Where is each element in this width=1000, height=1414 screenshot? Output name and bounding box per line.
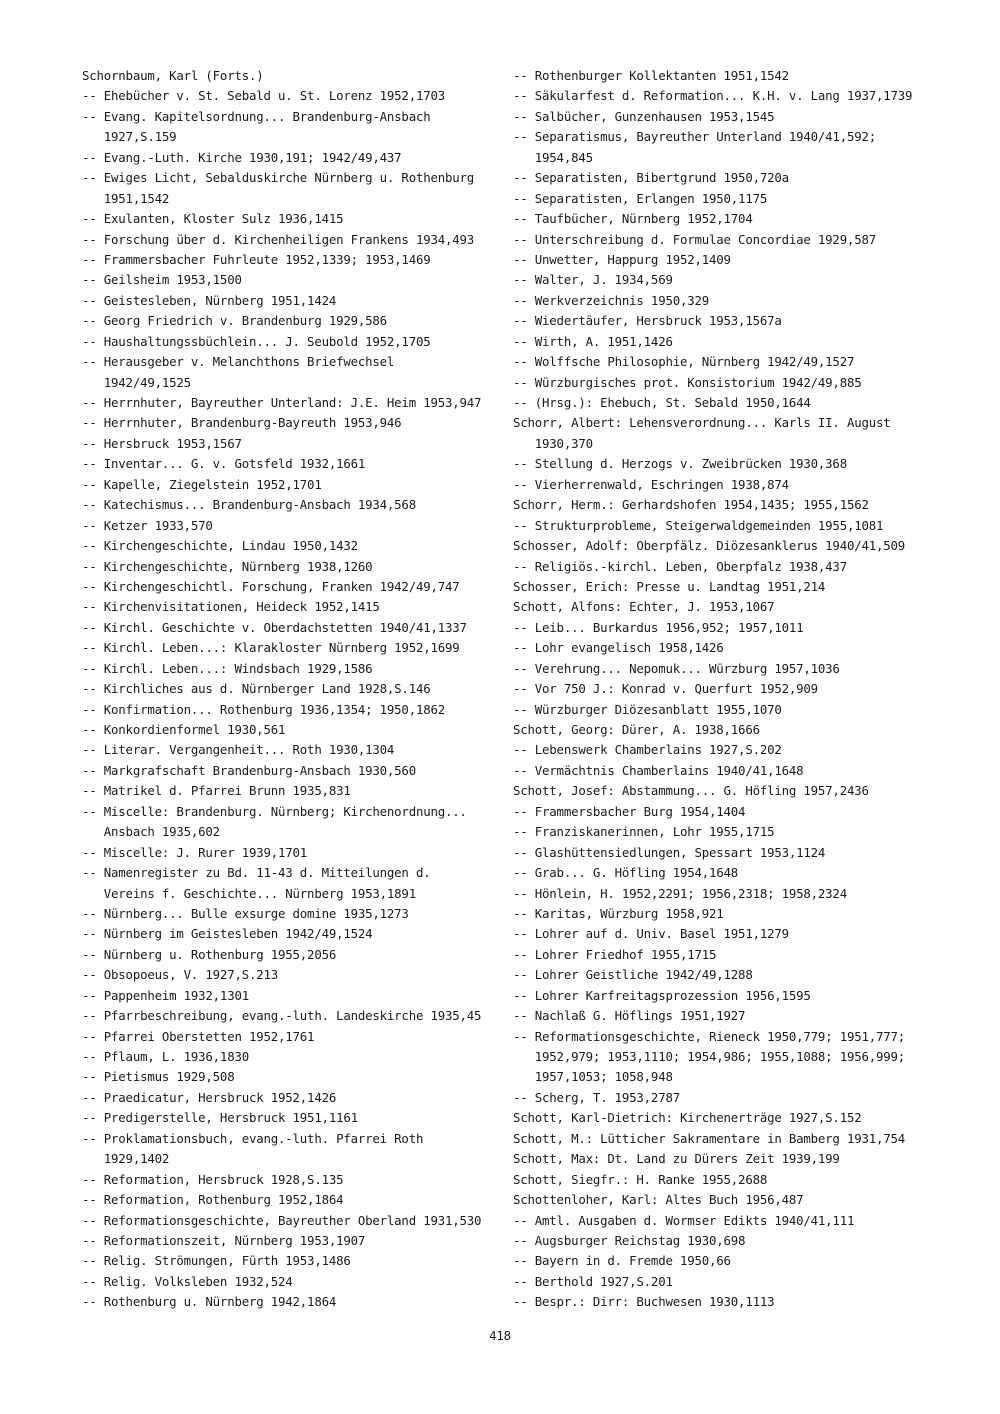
index-entry: -- Pflaum, L. 1936,1830: [82, 1049, 249, 1064]
index-entry: -- Würzburger Diözesanblatt 1955,1070: [513, 701, 782, 717]
index-entry: Schott, Siegfr.: H. Ranke 1955,2688: [513, 1171, 768, 1187]
index-entry: -- Leib... Burkardus 1956,952; 1957,1011: [513, 619, 804, 635]
index-entry: -- Religiös.-kirchl. Leben, Oberpfalz 1938,437: [513, 558, 847, 574]
index-entry: 1951,1542: [82, 190, 170, 206]
index-entry: -- Amtl. Ausgaben d. Wormser Edikts 1940/41,111: [513, 1212, 855, 1228]
index-entry: -- Markgrafschaft Brandenburg-Ansbach 1930,560: [82, 762, 416, 778]
index-entry: -- Matrikel d. Pfarrei Brunn 1935,831: [82, 783, 351, 799]
index-entry: Schosser, Adolf: Oberpfälz. Diözesanklerus 1940/41,509: [513, 538, 906, 554]
index-entry: -- Karitas, Würzburg 1958,921: [513, 905, 724, 921]
index-entry: Schottenloher, Karl: Altes Buch 1956,487: [513, 1192, 804, 1208]
index-entry: Schott, Max: Dt. Land zu Dürers Zeit 1939,199: [513, 1151, 840, 1167]
index-entry: -- Separatisten, Erlangen 1950,1175: [513, 190, 768, 206]
index-entry: -- Reformationsgeschichte, Bayreuther Oberland 1931,530: [82, 1212, 482, 1228]
index-entry: -- Herausgeber v. Melanchthons Briefwechsel: [82, 354, 395, 370]
index-entry: -- Stellung d. Herzogs v. Zweibrücken 1930,368: [513, 456, 847, 472]
index-entry: -- Ewiges Licht, Sebalduskirche Nürnberg u. Rothenburg: [82, 170, 475, 186]
index-entry: -- Geilsheim 1953,1500: [82, 272, 242, 288]
index-entry: -- Salbücher, Gunzenhausen 1953,1545: [513, 108, 775, 124]
index-entry: 1929,1402: [82, 1151, 170, 1167]
index-entry: -- Hersbruck 1953,1567: [82, 435, 242, 451]
left-column: [82, 66, 494, 1313]
index-entry: -- Unwetter, Happurg 1952,1409: [513, 251, 731, 267]
index-entry: -- Pietismus 1929,508: [82, 1069, 235, 1085]
index-entry: 1930,370: [513, 435, 593, 451]
index-entry: -- Separatisten, Bibertgrund 1950,720a: [513, 170, 789, 186]
index-entry: -- Reformation, Rothenburg 1952,1864: [82, 1192, 344, 1208]
index-entry: -- Grab... G. Höfling 1954,1648: [513, 865, 739, 881]
index-entry: Ansbach 1935,602: [82, 824, 220, 840]
index-entry: Schott, Alfons: Echter, J. 1953,1067: [513, 599, 775, 615]
index-entry: -- Unterschreibung d. Formulae Concordiae 1929,587: [513, 231, 876, 247]
index-entry: -- Herrnhuter, Bayreuther Unterland: J.E. Heim 1953,947: [82, 395, 482, 410]
index-entry: -- Nürnberg... Bulle exsurge domine 1935,1273: [82, 905, 409, 921]
index-entry: 1952,979; 1953,1110; 1954,986; 1955,1088; 1956,999;: [513, 1049, 906, 1064]
index-entry: -- Obsopoeus, V. 1927,S.213: [82, 967, 279, 983]
index-entry: Schott, M.: Lütticher Sakramentare in Bamberg 1931,754: [513, 1130, 906, 1146]
index-entry: Vereins f. Geschichte... Nürnberg 1953,1891: [82, 885, 416, 901]
index-entry: -- Kirchl. Leben...: Klarakloster Nürnberg 1952,1699: [82, 640, 460, 656]
index-entry: -- Proklamationsbuch, evang.-luth. Pfarrei Roth: [82, 1130, 424, 1146]
index-entry: -- Reformationszeit, Nürnberg 1953,1907: [82, 1232, 366, 1248]
index-entry: -- Bayern in d. Fremde 1950,66: [513, 1253, 731, 1269]
index-entry: -- Vierherrenwald, Eschringen 1938,874: [513, 476, 789, 492]
index-entry: -- Kirchengeschichte, Lindau 1950,1432: [82, 538, 358, 554]
index-entry: -- Reformationsgeschichte, Rieneck 1950,779; 1951,777;: [513, 1028, 906, 1044]
index-entry: -- Namenregister zu Bd. 11-43 d. Mitteilungen d.: [82, 865, 431, 881]
index-entry: -- Herrnhuter, Brandenburg-Bayreuth 1953,946: [82, 415, 402, 431]
index-entry: -- Haushaltungssbüchlein... J. Seubold 1952,1705: [82, 333, 431, 349]
index-entry: -- Konfirmation... Rothenburg 1936,1354; 1950,1862: [82, 701, 445, 717]
index-entry: -- Werkverzeichnis 1950,329: [513, 292, 710, 308]
index-entry: 1957,1053; 1058,948: [513, 1069, 673, 1085]
index-entry: Schosser, Erich: Presse u. Landtag 1951,214: [513, 578, 826, 594]
index-entry: -- Lohrer auf d. Univ. Basel 1951,1279: [513, 926, 789, 942]
index-entry: -- Hönlein, H. 1952,2291; 1956,2318; 1958,2324: [513, 885, 847, 901]
index-entry: Schorr, Herm.: Gerhardshofen 1954,1435; 1955,1562: [513, 497, 869, 513]
index-entry: -- Katechismus... Brandenburg-Ansbach 1934,568: [82, 497, 416, 513]
index-entry: 1942/49,1525: [82, 374, 191, 390]
index-entry: Schornbaum, Karl (Forts.): [82, 68, 264, 83]
index-entry: Schott, Georg: Dürer, A. 1938,1666: [513, 722, 760, 737]
index-entry: -- Reformation, Hersbruck 1928,S.135: [82, 1171, 344, 1187]
index-entry: -- Würzburgisches prot. Konsistorium 1942/49,885: [513, 374, 862, 390]
index-entry: -- Nachlaß G. Höflings 1951,1927: [513, 1008, 746, 1024]
index-entry: -- Relig. Volksleben 1932,524: [82, 1273, 293, 1289]
right-column: [513, 66, 925, 1313]
index-entry: -- Pfarrei Oberstetten 1952,1761: [82, 1028, 315, 1044]
index-entry: -- Vor 750 J.: Konrad v. Querfurt 1952,909: [513, 681, 818, 697]
index-entry: Schott, Karl-Dietrich: Kirchenerträge 1927,S.152: [513, 1110, 862, 1126]
index-entry: -- Lebenswerk Chamberlains 1927,S.202: [513, 742, 782, 758]
index-entry: -- Kirchl. Geschichte v. Oberdachstetten 1940/41,1337: [82, 619, 467, 635]
index-entry: -- Frammersbacher Burg 1954,1404: [513, 803, 746, 819]
index-entry: -- Kapelle, Ziegelstein 1952,1701: [82, 476, 322, 492]
index-entry: -- Glashüttensiedlungen, Spessart 1953,1124: [513, 844, 826, 860]
index-entry: -- Walter, J. 1934,569: [513, 272, 673, 288]
index-entry: -- Lohrer Karfreitagsprozession 1956,1595: [513, 987, 811, 1003]
index-entry: -- Frammersbacher Fuhrleute 1952,1339; 1953,1469: [82, 251, 431, 267]
index-entry: -- Kirchenvisitationen, Heideck 1952,1415: [82, 599, 380, 615]
index-entry: -- Wolffsche Philosophie, Nürnberg 1942/49,1527: [513, 354, 855, 370]
index-entry: -- Evang. Kapitelsordnung... Brandenburg-Ansbach: [82, 108, 431, 124]
index-entry: -- Geistesleben, Nürnberg 1951,1424: [82, 292, 337, 308]
index-entry: -- Wirth, A. 1951,1426: [513, 333, 673, 349]
index-entry: -- Exulanten, Kloster Sulz 1936,1415: [82, 211, 344, 227]
index-entry: -- Pappenheim 1932,1301: [82, 987, 249, 1003]
index-entry: -- Kirchliches aus d. Nürnberger Land 1928,S.146: [82, 681, 431, 697]
index-entry: -- Kirchengeschichtl. Forschung, Franken 1942/49,747: [82, 578, 460, 594]
index-entry: -- (Hrsg.): Ehebuch, St. Sebald 1950,1644: [513, 395, 811, 410]
index-entry: -- Predigerstelle, Hersbruck 1951,1161: [82, 1110, 358, 1126]
index-entry: -- Rothenburger Kollektanten 1951,1542: [513, 68, 789, 83]
index-entry: -- Berthold 1927,S.201: [513, 1273, 673, 1289]
index-entry: -- Pfarrbeschreibung, evang.-luth. Landeskirche 1935,45: [82, 1008, 482, 1024]
index-entry: -- Vermächtnis Chamberlains 1940/41,1648: [513, 762, 804, 778]
index-entry: -- Separatismus, Bayreuther Unterland 1940/41,592;: [513, 129, 876, 145]
index-entry: -- Lohrer Geistliche 1942/49,1288: [513, 967, 753, 983]
index-entry: -- Wiedertäufer, Hersbruck 1953,1567a: [513, 313, 782, 329]
index-entry: -- Literar. Vergangenheit... Roth 1930,1304: [82, 742, 395, 758]
index-entry: -- Lohr evangelisch 1958,1426: [513, 640, 724, 656]
index-entry: 1954,845: [513, 149, 593, 165]
index-entry: -- Nürnberg u. Rothenburg 1955,2056: [82, 946, 337, 962]
index-entry: -- Franziskanerinnen, Lohr 1955,1715: [513, 824, 775, 840]
index-entry: -- Relig. Strömungen, Fürth 1953,1486: [82, 1253, 351, 1269]
index-entry: -- Rothenburg u. Nürnberg 1942,1864: [82, 1294, 337, 1310]
index-entry: -- Lohrer Friedhof 1955,1715: [513, 946, 717, 962]
index-entry: -- Strukturprobleme, Steigerwaldgemeinden 1955,1081: [513, 517, 884, 533]
index-entry: -- Georg Friedrich v. Brandenburg 1929,586: [82, 313, 387, 329]
index-entry: -- Miscelle: J. Rurer 1939,1701: [82, 844, 308, 860]
index-entry: -- Kirchl. Leben...: Windsbach 1929,1586: [82, 660, 373, 676]
index-entry: -- Taufbücher, Nürnberg 1952,1704: [513, 211, 753, 227]
index-entry: Schott, Josef: Abstammung... G. Höfling 1957,2436: [513, 783, 869, 799]
index-entry: Schorr, Albert: Lehensverordnung... Karls II. August: [513, 415, 891, 431]
index-entry: -- Scherg, T. 1953,2787: [513, 1089, 680, 1105]
index-entry: -- Praedicatur, Hersbruck 1952,1426: [82, 1089, 337, 1105]
index-entry: -- Evang.-Luth. Kirche 1930,191; 1942/49,437: [82, 149, 402, 165]
index-entry: -- Bespr.: Dirr: Buchwesen 1930,1113: [513, 1294, 775, 1310]
index-entry: -- Kirchengeschichte, Nürnberg 1938,1260: [82, 558, 373, 574]
index-entry: -- Säkularfest d. Reformation... K.H. v. Lang 1937,1739: [513, 88, 913, 104]
index-entry: -- Verehrung... Nepomuk... Würzburg 1957,1036: [513, 660, 840, 676]
index-entry: -- Ehebücher v. St. Sebald u. St. Lorenz 1952,1703: [82, 88, 445, 104]
index-entry: -- Konkordienformel 1930,561: [82, 722, 286, 737]
index-entry: -- Augsburger Reichstag 1930,698: [513, 1232, 746, 1248]
index-entry: -- Nürnberg im Geistesleben 1942/49,1524: [82, 926, 373, 942]
index-entry: -- Forschung über d. Kirchenheiligen Frankens 1934,493: [82, 231, 475, 247]
index-entry: 1927,S.159: [82, 129, 177, 145]
index-entry: -- Ketzer 1933,570: [82, 517, 213, 533]
index-entry: -- Miscelle: Brandenburg. Nürnberg; Kirchenordnung...: [82, 803, 467, 819]
page-number: 418: [489, 1328, 511, 1343]
index-entry: -- Inventar... G. v. Gotsfeld 1932,1661: [82, 456, 366, 472]
